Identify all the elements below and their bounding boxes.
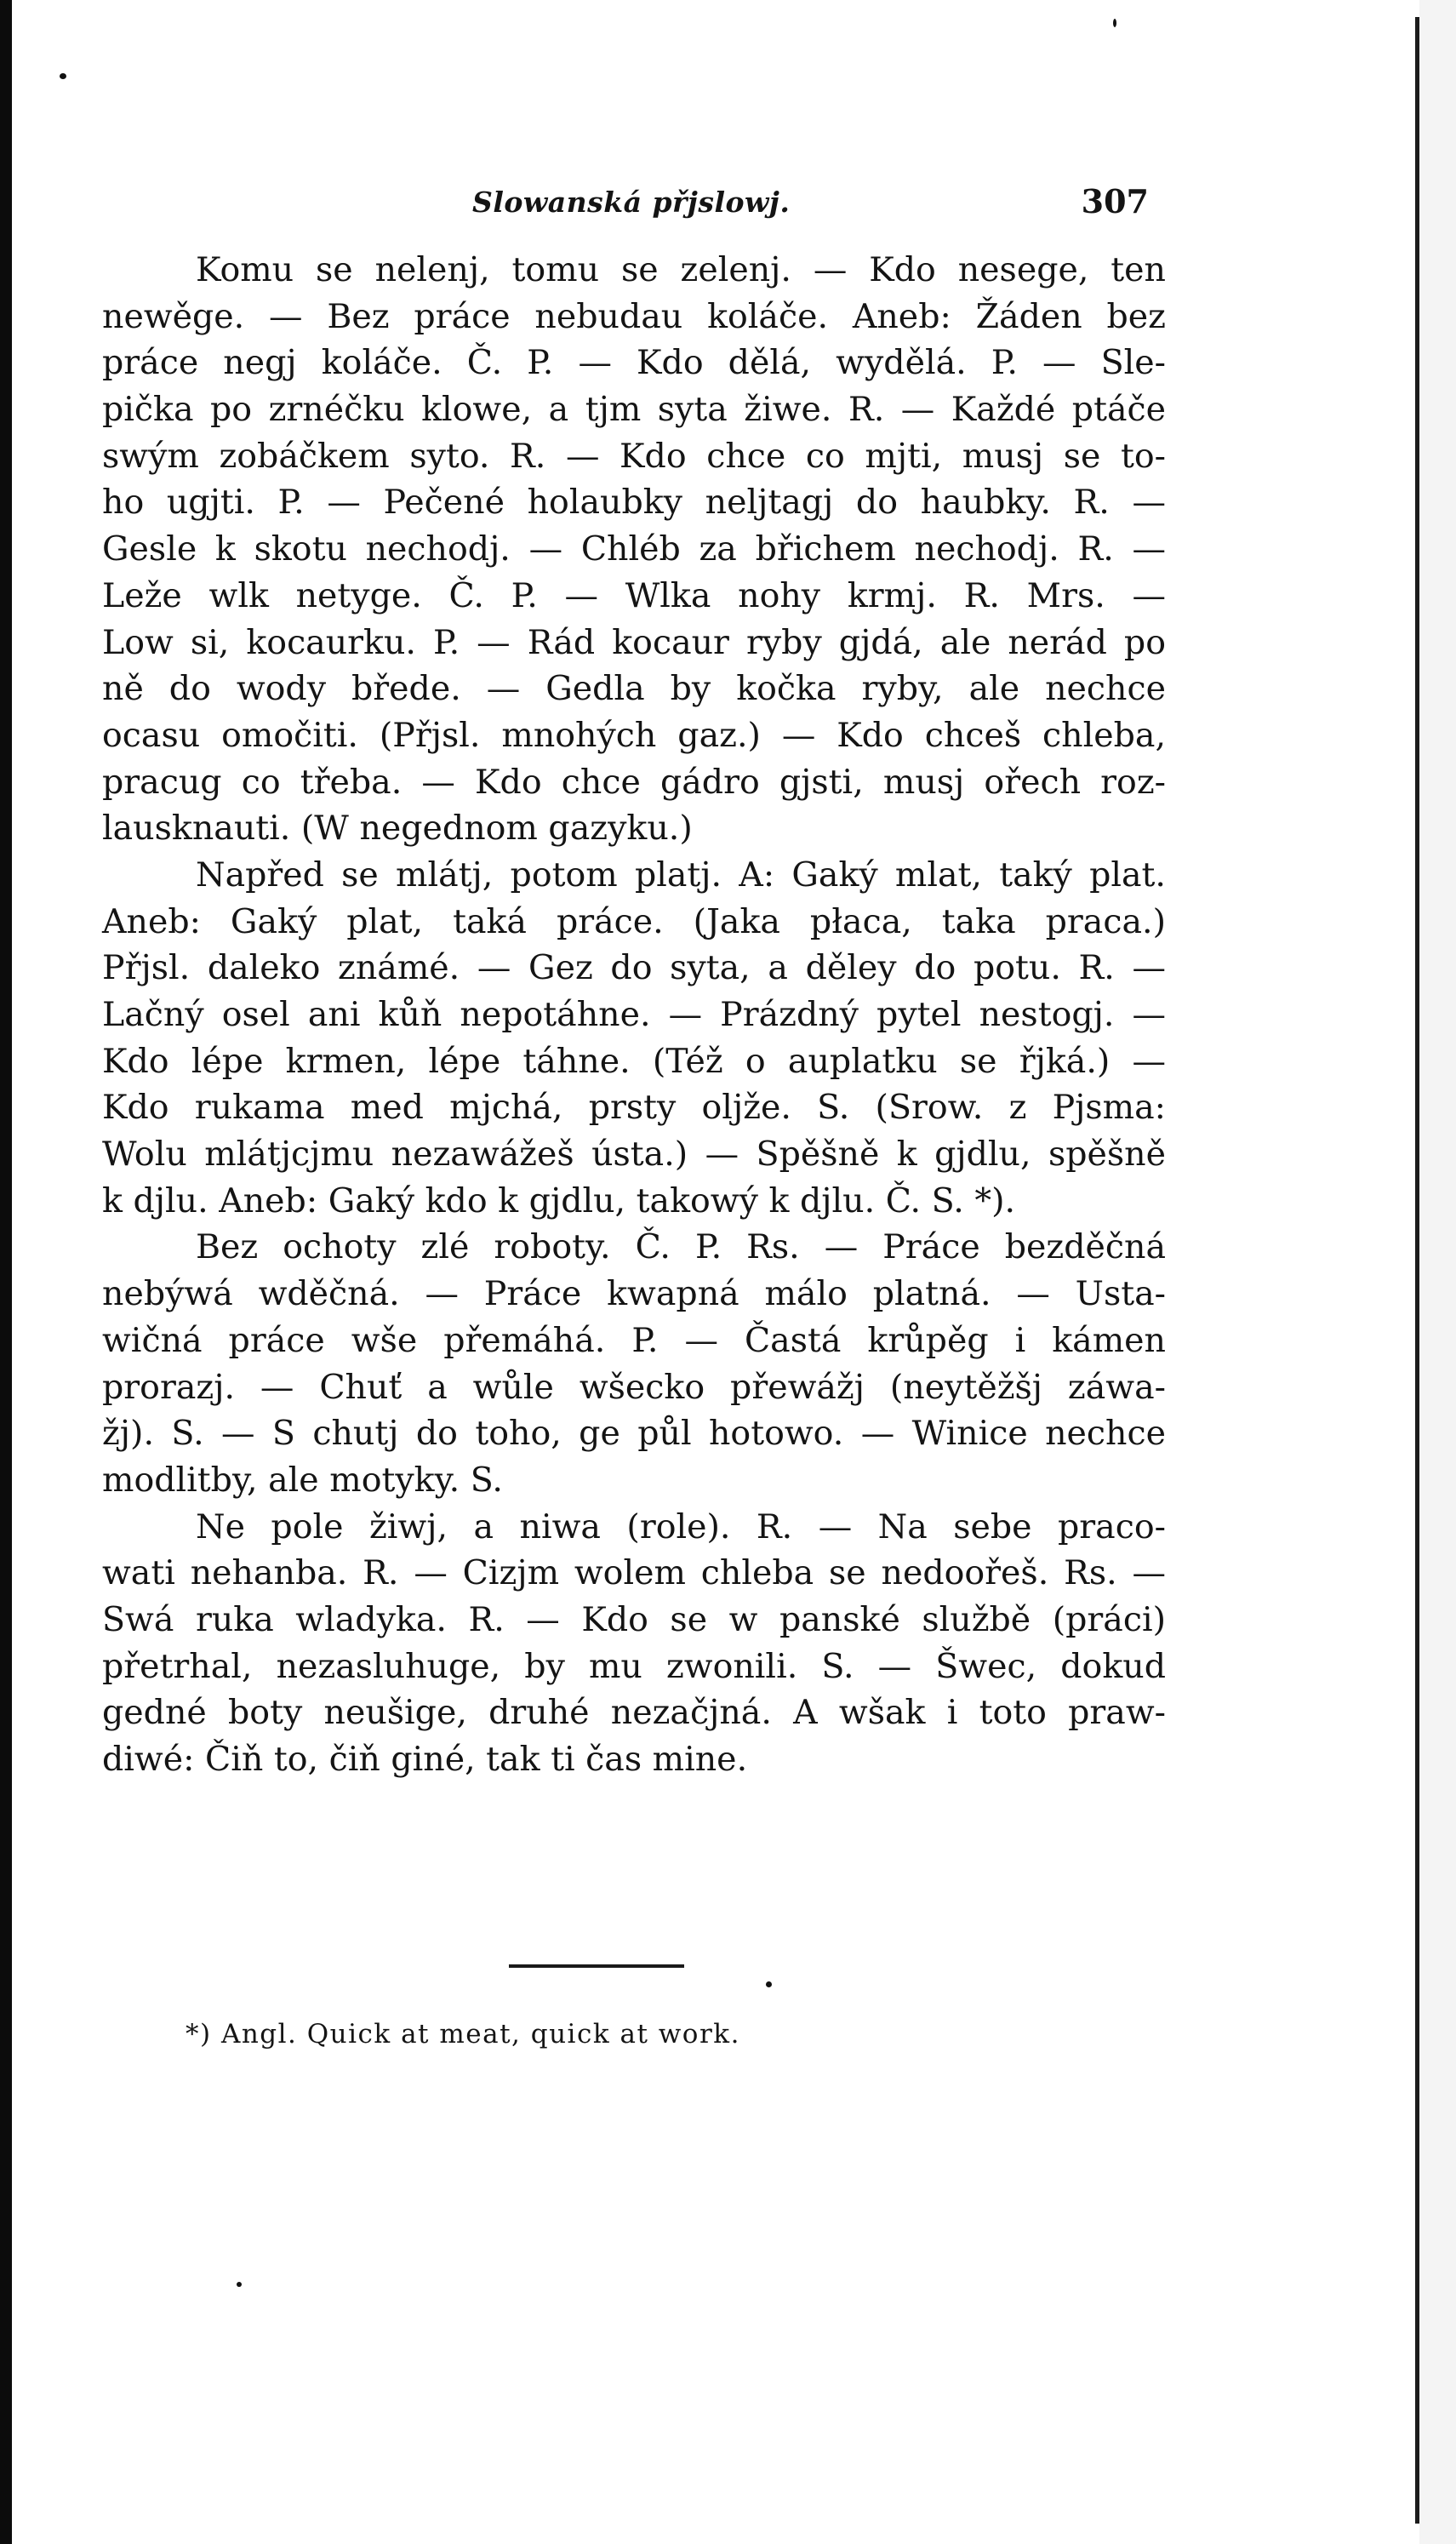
text-line: pička po zrnéčku klowe, a tjm syta žiwe. R. — Každé ptáče: [102, 390, 1166, 430]
scan-speck: [766, 1981, 772, 1987]
page-number: 307: [1081, 182, 1149, 220]
text-line: newěge. — Bez práce nebudau koláče. Aneb: Žáden bez: [102, 296, 1166, 336]
text-line: Lačný osel ani kůň nepotáhne. — Prázdný pytel nestogj. —: [102, 995, 1166, 1034]
text-line: diwé: Čiň to, čiň giné, tak ti čas mine.: [102, 1740, 748, 1779]
text-line: Kdo lépe krmen, lépe táhne. (Též o auplatku se řjká.) —: [102, 1041, 1166, 1081]
text-line: Kdo rukama med mjchá, prsty oljže. S. (Srow. z Pjsma:: [102, 1088, 1166, 1128]
scan-right-margin: [1419, 0, 1456, 2544]
text-line: Gesle k skotu nechodj. — Chléb za břichem nechodj. R. —: [102, 529, 1166, 569]
scan-right-edge: [1415, 17, 1419, 2524]
scan-speck: [60, 73, 66, 79]
text-line: Ne pole žiwj, a niwa (role). R. — Na sebe praco-: [196, 1506, 1166, 1546]
text-line: Low si, kocaurku. P. — Rád kocaur ryby gjdá, ale nerád po: [102, 622, 1166, 662]
text-line: modlitby, ale motyky. S.: [102, 1460, 503, 1500]
text-line: pracug co třeba. — Kdo chce gádro gjsti, musj ořech roz-: [102, 762, 1166, 802]
text-line: ně do wody břede. — Gedla by kočka ryby, ale nechce: [102, 669, 1166, 709]
scan-speck: [1113, 19, 1116, 27]
paragraph: [102, 1504, 1166, 1783]
text-line: Napřed se mlátj, potom platj. A: Gaký mlat, taký plat.: [196, 855, 1166, 895]
text-line: Swá ruka wladyka. R. — Kdo se w panské službě (práci): [102, 1599, 1166, 1639]
paragraph: [102, 1224, 1166, 1503]
text-line: swým zobáčkem syto. R. — Kdo chce co mjti, musj se to-: [102, 436, 1166, 476]
text-line: Leže wlk netyge. Č. P. — Wlka nohy krmj. R. Mrs. —: [102, 575, 1166, 615]
body-text: [102, 247, 1166, 1783]
text-line: wati nehanba. R. — Cizjm wolem chleba se nedoořeš. Rs. —: [102, 1553, 1166, 1593]
text-line: k djlu. Aneb: Gaký kdo k gjdlu, takowý k djlu. Č. S. *).: [102, 1181, 1016, 1221]
text-line: wičná práce wše přemáhá. P. — Častá krůpěg i kámen: [102, 1320, 1166, 1360]
text-line: Wolu mlátjcjmu nezawážeš ústa.) — Spěšně k gjdlu, spěšně: [102, 1135, 1166, 1175]
text-line: žj). S. — S chutj do toho, ge půl hotowo. — Winice nechce: [102, 1414, 1166, 1454]
running-title: Slowanská přjslowj.: [472, 186, 791, 219]
text-line: prorazj. — Chuť a wůle wšecko přewážj (neytěžšj záwa-: [102, 1367, 1166, 1407]
paragraph: [102, 247, 1166, 852]
text-line: přetrhal, nezasluhuge, by mu zwonili. S. — Šwec, dokud: [102, 1646, 1166, 1686]
scan-speck: [237, 2282, 242, 2287]
text-line: gedné boty neušige, druhé nezačjná. A wšak i toto praw-: [102, 1693, 1166, 1733]
text-line: Přjsl. daleko známé. — Gez do syta, a děley do potu. R. —: [102, 948, 1166, 988]
text-line: Komu se nelenj, tomu se zelenj. — Kdo nesege, ten: [196, 250, 1166, 289]
text-line: ho ugjti. P. — Pečené holaubky neljtagj do haubky. R. —: [102, 483, 1166, 523]
paragraph: [102, 852, 1166, 1225]
scan-left-edge: [0, 0, 12, 2544]
text-line: ocasu omočiti. (Přjsl. mnohých gaz.) — Kdo chceš chleba,: [102, 715, 1166, 755]
page-header: [102, 179, 1149, 230]
text-line: Bez ochoty zlé roboty. Č. P. Rs. — Práce bezděčná: [196, 1227, 1166, 1267]
text-line: práce negj koláče. Č. P. — Kdo dělá, wydělá. P. — Sle-: [102, 343, 1166, 383]
text-line: Aneb: Gaký plat, taká práce. (Jaka płaca, taka praca.): [102, 901, 1166, 941]
text-line: nebýwá wděčná. — Práce kwapná málo platná. — Usta-: [102, 1274, 1166, 1314]
footnote-separator: [509, 1964, 684, 1968]
text-line: lausknauti. (W negednom gazyku.): [102, 809, 693, 849]
footnote: *) Angl. Quick at meat, quick at work.: [186, 2019, 740, 2049]
